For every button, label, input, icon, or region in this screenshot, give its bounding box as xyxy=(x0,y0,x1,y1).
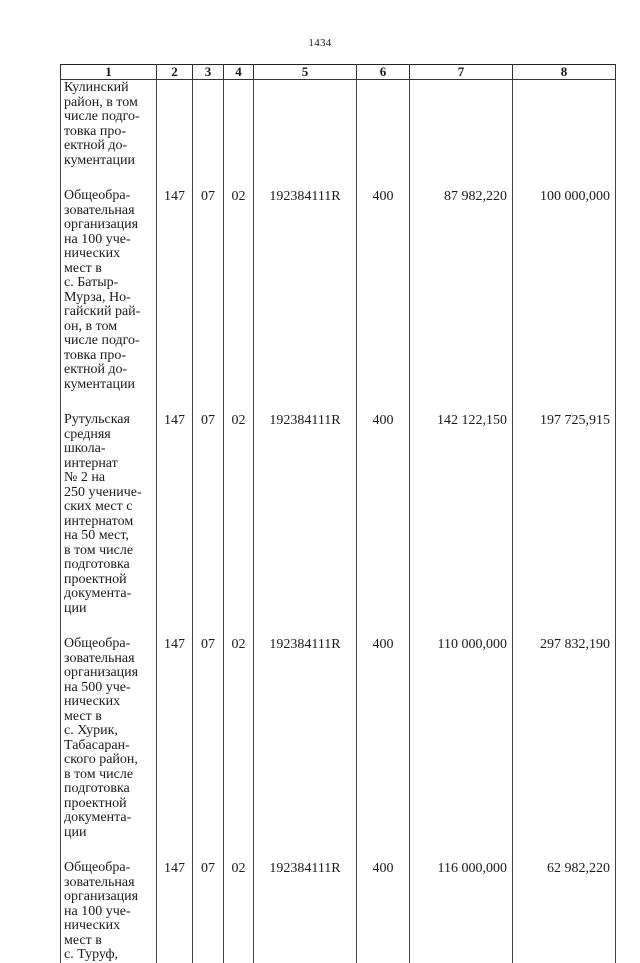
object-name-line: нических xyxy=(64,694,121,709)
ministry-code-cell: 147 xyxy=(157,186,193,410)
object-name-line: в том числе xyxy=(64,542,134,558)
column-header: 5 xyxy=(254,65,357,80)
object-name-line: на 50 мест, xyxy=(64,528,129,543)
object-name-line: Общеобра- xyxy=(64,188,131,203)
amount-year-1-cell: 87 982,220 xyxy=(410,186,513,410)
object-name-line: числе подго- xyxy=(64,333,140,348)
ministry-code-cell: 147 xyxy=(157,634,193,858)
object-name-line: проектной xyxy=(64,571,127,587)
object-name-line: документа- xyxy=(64,810,132,825)
object-name-line: Кулинский xyxy=(64,80,129,95)
object-name-line: проектной xyxy=(64,795,127,811)
object-name-line: Общеобра- xyxy=(64,860,131,875)
object-name-line: организация xyxy=(64,217,139,232)
target-article-cell: 192384111R xyxy=(254,634,357,858)
table-row xyxy=(61,410,616,634)
object-name-line: подготовка xyxy=(64,557,130,572)
object-name-line: мест в xyxy=(64,932,102,948)
object-name-cell xyxy=(61,634,157,858)
target-article-cell xyxy=(254,80,357,187)
object-name-line: район, в том xyxy=(64,94,138,110)
amount-year-1-cell xyxy=(410,80,513,187)
object-name-line: Мурза, Но- xyxy=(64,289,131,305)
subsection-code-cell: 02 xyxy=(224,634,254,858)
object-name-line: зовательная xyxy=(64,874,135,890)
object-name-line: ции xyxy=(64,600,87,616)
object-name-line: кументации xyxy=(64,152,135,168)
object-name-line: ских мест с xyxy=(64,499,133,514)
object-name-line: нических xyxy=(64,918,121,933)
table-row xyxy=(61,186,616,410)
object-name-line: интернат xyxy=(64,455,118,471)
object-name-line: на 100 уче- xyxy=(64,231,131,247)
expense-type-cell: 400 xyxy=(357,634,410,858)
object-name-line: ции xyxy=(64,824,87,840)
amount-year-2-cell: 100 000,000 xyxy=(513,186,616,410)
object-name-line: № 2 на xyxy=(64,470,106,485)
section-code-cell: 07 xyxy=(193,858,224,963)
object-name-line: мест в xyxy=(64,260,102,276)
section-code-cell xyxy=(193,80,224,187)
object-name-line: школа- xyxy=(64,441,106,456)
table-row xyxy=(61,858,616,963)
table-row xyxy=(61,634,616,858)
object-name-line: кументации xyxy=(64,376,135,392)
object-name-line: организация xyxy=(64,665,139,680)
object-name-line: ектной до- xyxy=(64,362,128,377)
subsection-code-cell: 02 xyxy=(224,858,254,963)
amount-year-1-cell: 110 000,000 xyxy=(410,634,513,858)
target-article-cell: 192384111R xyxy=(254,410,357,634)
ministry-code-cell xyxy=(157,80,193,187)
ministry-code-cell: 147 xyxy=(157,410,193,634)
expense-type-cell xyxy=(357,80,410,187)
amount-year-2-cell: 197 725,915 xyxy=(513,410,616,634)
object-name-line: средняя xyxy=(64,426,111,442)
subsection-code-cell xyxy=(224,80,254,187)
object-name-line: ского район, xyxy=(64,752,138,767)
object-name-line: мест в xyxy=(64,708,102,724)
target-article-cell: 192384111R xyxy=(254,186,357,410)
column-header: 2 xyxy=(157,65,193,80)
object-name-line: числе подго- xyxy=(64,109,140,124)
object-name-line: нических xyxy=(64,246,121,261)
column-header: 4 xyxy=(224,65,254,80)
column-header: 7 xyxy=(410,65,513,80)
object-name-line: Табасаран- xyxy=(64,737,130,753)
amount-year-1-cell: 116 000,000 xyxy=(410,858,513,963)
header-row xyxy=(61,65,616,80)
section-code-cell: 07 xyxy=(193,634,224,858)
column-header: 6 xyxy=(357,65,410,80)
budget-table xyxy=(60,64,616,963)
subsection-code-cell: 02 xyxy=(224,410,254,634)
section-code-cell: 07 xyxy=(193,410,224,634)
object-name-line: товка про- xyxy=(64,123,127,139)
object-name-line: на 100 уче- xyxy=(64,903,131,919)
object-name-line: Рутульская xyxy=(64,412,130,427)
object-name-line: в том числе xyxy=(64,766,134,782)
object-name-cell xyxy=(61,80,157,187)
object-name-line: 250 учениче- xyxy=(64,484,142,500)
column-header: 1 xyxy=(61,65,157,80)
object-name-line: на 500 уче- xyxy=(64,679,131,695)
object-name-line: документа- xyxy=(64,586,132,601)
object-name-line: подготовка xyxy=(64,781,130,796)
object-name-line: организация xyxy=(64,889,139,904)
amount-year-1-cell: 142 122,150 xyxy=(410,410,513,634)
expense-type-cell: 400 xyxy=(357,186,410,410)
amount-year-2-cell xyxy=(513,80,616,187)
object-name-line: с. Батыр- xyxy=(64,275,119,290)
object-name-line: зовательная xyxy=(64,202,135,218)
object-name-line: ектной до- xyxy=(64,138,128,153)
expense-type-cell: 400 xyxy=(357,410,410,634)
object-name-cell xyxy=(61,410,157,634)
table-row xyxy=(61,80,616,187)
column-header: 3 xyxy=(193,65,224,80)
object-name-line: он, в том xyxy=(64,318,118,334)
amount-year-2-cell: 62 982,220 xyxy=(513,858,616,963)
object-name-cell xyxy=(61,186,157,410)
column-header: 8 xyxy=(513,65,616,80)
amount-year-2-cell: 297 832,190 xyxy=(513,634,616,858)
object-name-line: интернатом xyxy=(64,513,134,529)
object-name-line: Общеобра- xyxy=(64,636,131,651)
page-number: 1434 xyxy=(308,37,332,49)
ministry-code-cell: 147 xyxy=(157,858,193,963)
object-name-line: гайский рай- xyxy=(64,304,141,319)
object-name-line: зовательная xyxy=(64,650,135,666)
object-name-cell xyxy=(61,858,157,963)
target-article-cell: 192384111R xyxy=(254,858,357,963)
object-name-line: товка про- xyxy=(64,347,127,363)
object-name-line: с. Туруф, xyxy=(64,947,119,962)
section-code-cell: 07 xyxy=(193,186,224,410)
expense-type-cell: 400 xyxy=(357,858,410,963)
subsection-code-cell: 02 xyxy=(224,186,254,410)
object-name-line: с. Хурик, xyxy=(64,723,118,738)
